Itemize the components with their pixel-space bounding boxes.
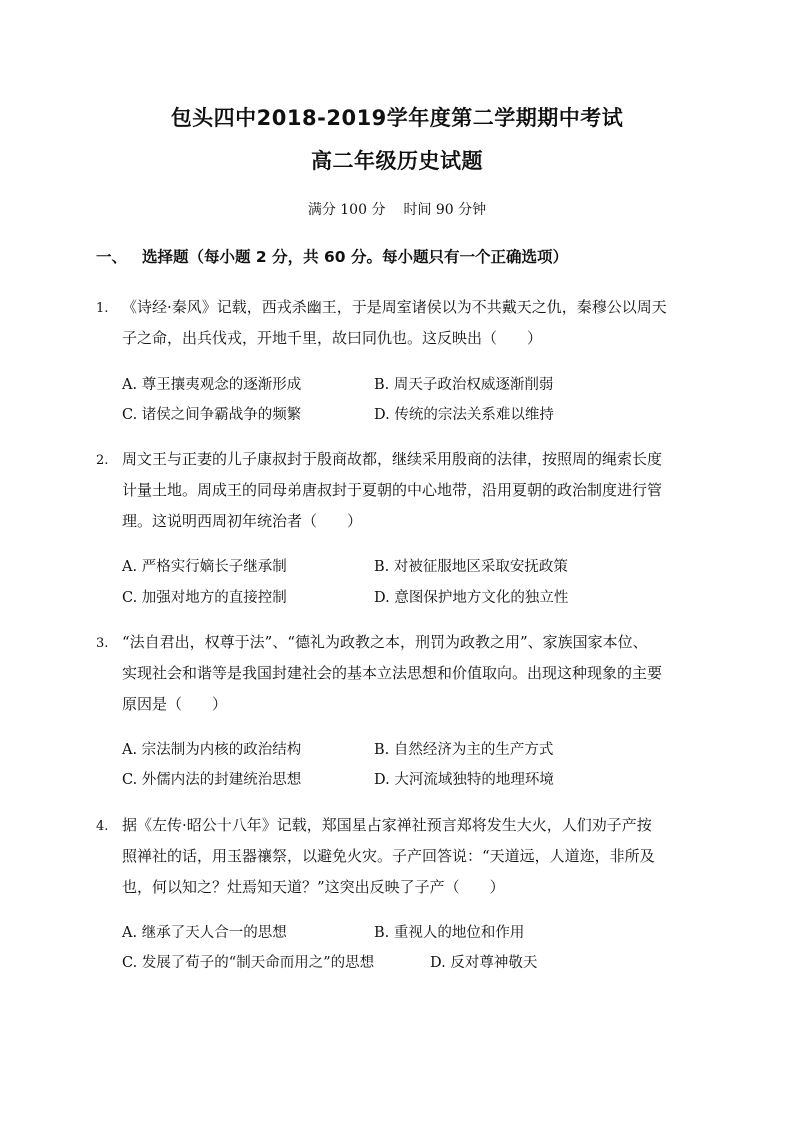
- section-heading: [96, 245, 568, 267]
- exam-info: [0, 199, 794, 219]
- option-c: C. 加强对地方的直接控制: [122, 590, 287, 606]
- option-c: C. 外儒内法的封建统治思想: [122, 772, 302, 788]
- question-text-line: “法自君出，权尊于法”、“德礼为政教之本，刑罚为政教之用”、家族国家本位、: [122, 633, 648, 651]
- option-a: A. 继承了天人合一的思想: [122, 925, 287, 941]
- option-d: D. 反对尊神敬天: [430, 955, 538, 971]
- option-b: B. 对被征服地区采取安抚政策: [374, 559, 568, 575]
- option-a: A. 尊王攘夷观念的逐渐形成: [122, 377, 302, 393]
- option-a: A. 宗法制为内核的政治结构: [122, 742, 302, 758]
- option-c: C. 诸侯之间争霸战争的频繁: [122, 407, 302, 423]
- question-text-line: 据《左传·昭公十八年》记载，郑国星占家禅社预言郑将发生大火，人们劝子产按: [122, 816, 652, 834]
- exam-title: 包头四中2018-2019学年度第二学期期中考试: [170, 106, 624, 130]
- question-number: 3.: [96, 636, 109, 651]
- option-b: B. 自然经济为主的生产方式: [374, 742, 554, 758]
- option-c: C. 发展了荀子的“制天命而用之”的思想: [122, 955, 375, 971]
- section-number: 一、: [96, 248, 128, 266]
- question-text-line: 理。这说明西周初年统治者（ ）: [122, 512, 363, 530]
- question-text-line: 子之命，出兵伐戎，开地千里，故曰同仇也。这反映出（ ）: [122, 329, 543, 347]
- option-b: B. 重视人的地位和作用: [374, 925, 525, 941]
- question-text-line: 照禅社的话，用玉器禳祭，以避免火灾。子产回答说：“天道远，人道迩，非所及: [122, 847, 655, 865]
- section-title: 选择题（每小题 2 分，共 60 分。每小题只有一个正确选项）: [142, 248, 568, 266]
- option-d: D. 传统的宗法关系难以维持: [374, 407, 554, 423]
- exam-subtitle: 高二年级历史试题: [311, 149, 483, 173]
- question-number: 2.: [96, 453, 109, 468]
- question-text-line: 也，何以知之？灶焉知天道？”这突出反映了子产（ ）: [122, 878, 505, 896]
- option-b: B. 周天子政治权威逐渐削弱: [374, 377, 554, 393]
- option-d: D. 大河流域独特的地理环境: [374, 772, 554, 788]
- option-a: A. 严格实行嫡长子继承制: [122, 559, 287, 575]
- question-text-line: 计量土地。周成王的同母弟唐叔封于夏朝的中心地带，沿用夏朝的政治制度进行管: [122, 481, 663, 499]
- option-d: D. 意图保护地方文化的独立性: [374, 590, 569, 606]
- question-text-line: 实现社会和谐等是我国封建社会的基本立法思想和价值取向。出现这种现象的主要: [122, 664, 663, 682]
- question-text-line: 原因是（ ）: [122, 695, 228, 713]
- question-number: 4.: [96, 819, 109, 834]
- exam-time: 时间 90 分钟: [403, 202, 487, 218]
- question-text-line: 《诗经·秦风》记载，西戎杀幽王，于是周室诸侯以为不共戴天之仇，秦穆公以周天: [122, 298, 667, 316]
- question-number: 1.: [96, 301, 109, 316]
- full-score: 满分 100 分: [307, 202, 386, 218]
- question-text-line: 周文王与正妻的儿子康叔封于殷商故都，继续采用殷商的法律，按照周的绳索长度: [122, 450, 663, 468]
